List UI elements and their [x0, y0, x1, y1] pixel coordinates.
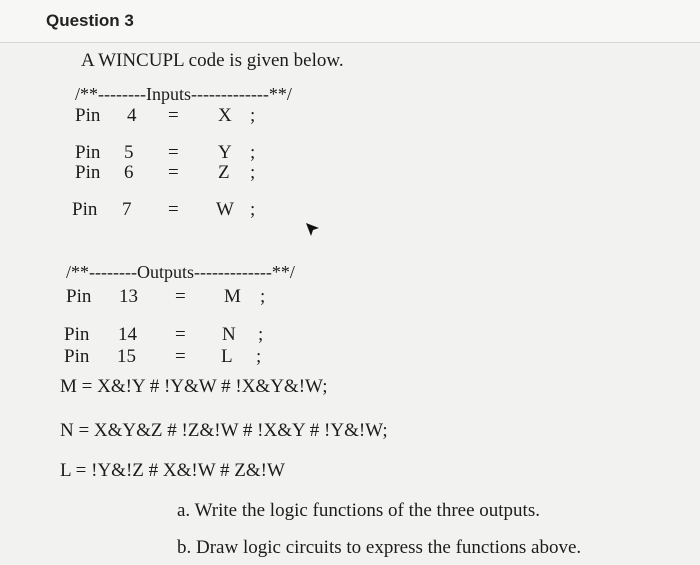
task-b: b. Draw logic circuits to express the functions above.: [177, 537, 582, 558]
pin-equals: =: [168, 105, 179, 126]
inputs-header: /**--------Inputs-------------**/: [75, 84, 292, 104]
pin-semicolon: ;: [250, 105, 256, 126]
pin-name: Y: [218, 142, 232, 163]
equation-n: N = X&Y&Z # !Z&!W # !X&Y # !Y&!W;: [60, 420, 388, 441]
pin-keyword: Pin: [64, 346, 90, 367]
pin-number: 14: [118, 324, 137, 345]
pin-equals: =: [175, 324, 186, 345]
pin-equals: =: [175, 286, 186, 307]
pin-number: 5: [124, 142, 134, 163]
pin-semicolon: ;: [250, 199, 256, 220]
equation-m: M = X&!Y # !Y&W # !X&Y&!W;: [60, 376, 328, 397]
mouse-cursor-icon: [305, 222, 321, 238]
pin-number: 4: [127, 105, 137, 126]
pin-name: N: [222, 324, 236, 345]
pin-number: 15: [117, 346, 136, 367]
pin-semicolon: ;: [256, 346, 262, 367]
pin-keyword: Pin: [75, 142, 101, 163]
pin-equals: =: [175, 346, 186, 367]
pin-keyword: Pin: [75, 105, 101, 126]
pin-name: M: [224, 286, 241, 307]
pin-keyword: Pin: [72, 199, 98, 220]
pin-name: L: [221, 346, 233, 367]
pin-name: W: [216, 199, 234, 220]
intro-text: A WINCUPL code is given below.: [81, 50, 344, 71]
pin-number: 6: [124, 162, 134, 183]
pin-equals: =: [168, 162, 179, 183]
pin-equals: =: [168, 142, 179, 163]
equation-l: L = !Y&!Z # X&!W # Z&!W: [60, 460, 285, 481]
question-header: [0, 0, 700, 43]
pin-keyword: Pin: [75, 162, 101, 183]
pin-equals: =: [168, 199, 179, 220]
pin-semicolon: ;: [250, 142, 256, 163]
pin-name: X: [218, 105, 232, 126]
pin-semicolon: ;: [250, 162, 256, 183]
outputs-header: /**--------Outputs-------------**/: [66, 262, 295, 282]
question-title: Question 3: [46, 11, 134, 30]
pin-number: 7: [122, 199, 132, 220]
pin-name: Z: [218, 162, 230, 183]
pin-keyword: Pin: [64, 324, 90, 345]
pin-keyword: Pin: [66, 286, 92, 307]
task-a: a. Write the logic functions of the three outputs.: [177, 500, 540, 521]
pin-number: 13: [119, 286, 138, 307]
pin-semicolon: ;: [260, 286, 266, 307]
pin-semicolon: ;: [258, 324, 264, 345]
